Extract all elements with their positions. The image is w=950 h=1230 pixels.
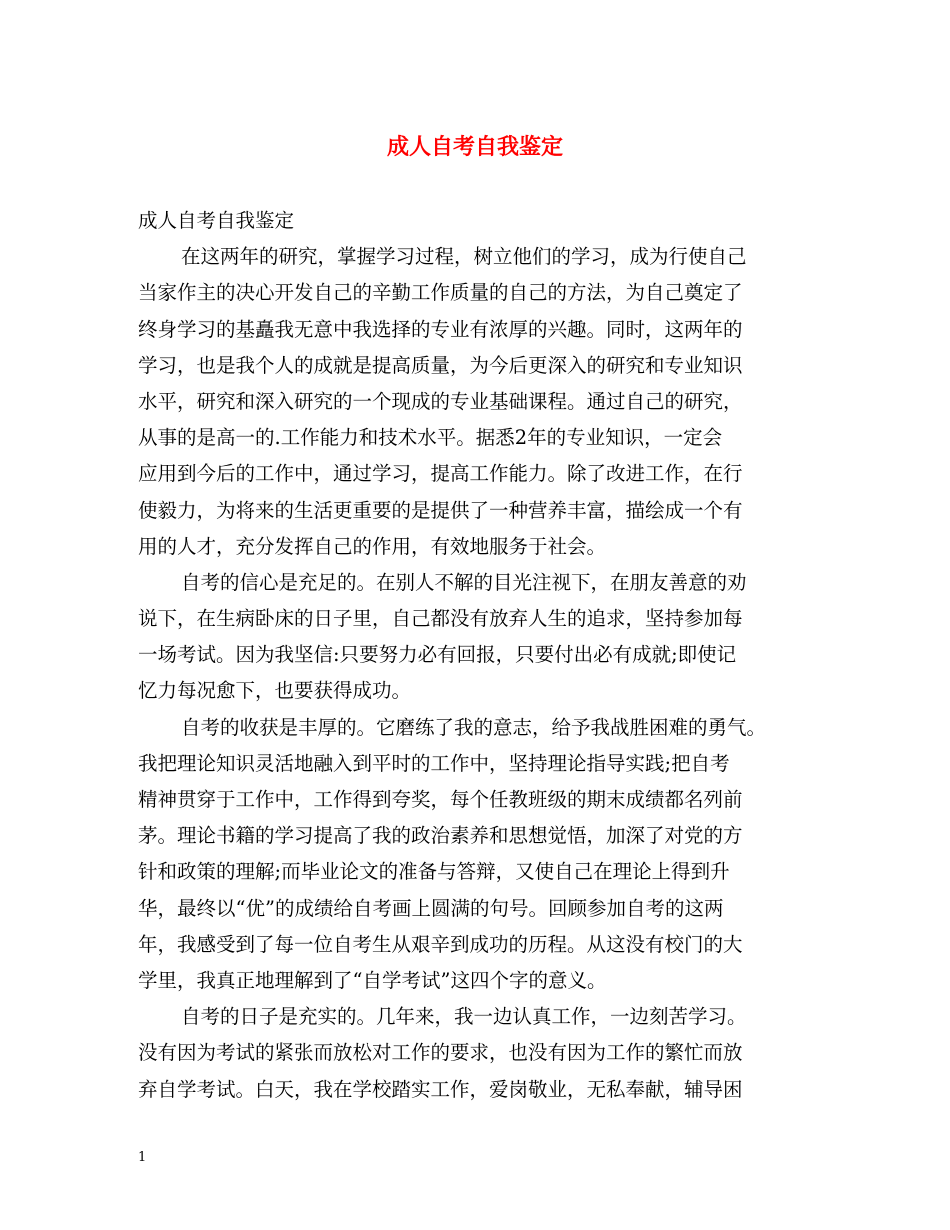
text-line: 用的人才，充分发挥自己的作用，有效地服务于社会。: [138, 534, 607, 558]
document-body: [138, 203, 818, 1108]
text-line: 在这两年的研究，掌握学习过程，树立他们的学习，成为行使自己: [181, 245, 747, 269]
text-line: 精神贯穿于工作中，工作得到夸奖，每个任教班级的期末成绩都名列前: [138, 788, 743, 811]
text-line: 没有因为考试的紧张而放松对工作的要求，也没有因为工作的繁忙而放: [138, 1041, 743, 1065]
text-line: 从事的是高一的.工作能力和技术水平。据悉2年的专业知识，一定会: [138, 426, 723, 450]
text-line: 华，最终以“优”的成绩给自考画上圆满的句号。回顾参加自考的这两: [138, 896, 724, 920]
text-line: 自考的信心是充足的。在别人不解的目光注视下，在朋友善意的劝: [181, 570, 747, 594]
text-line: 自考的日子是充实的。几年来，我一边认真工作，一边刻苦学习。: [181, 1005, 747, 1029]
text-line: 弃自学考试。白天，我在学校踏实工作，爱岗敬业，无私奉献，辅导困: [138, 1077, 743, 1101]
text-line: 茅。理论书籍的学习提高了我的政治素养和思想觉悟，加深了对党的方: [138, 824, 743, 848]
text-line: 终身学习的基矗我无意中我选择的专业有浓厚的兴趣。同时，这两年的: [138, 317, 743, 341]
text-line: 自考的收获是丰厚的。它磨练了我的意志，给予我战胜困难的勇气。: [181, 715, 767, 739]
text-line: 学里，我真正地理解到了“自学考试”这四个字的意义。: [138, 968, 607, 992]
text-line: 我把理论知识灵活地融入到平时的工作中，坚持理论指导实践;把自考: [138, 751, 730, 775]
page-number: 1: [138, 1150, 147, 1165]
text-line: 说下，在生病卧床的日子里，自己都没有放弃人生的追求，坚持参加每: [138, 607, 743, 631]
text-line: 应用到今后的工作中，通过学习，提高工作能力。除了改进工作，在行: [138, 462, 743, 486]
text-line: 一场考试。因为我坚信:只要努力必有回报，只要付出必有成就;即使记: [138, 643, 737, 667]
text-line: 当家作主的决心开发自己的辛勤工作质量的自己的方法，为自己奠定了: [138, 281, 743, 305]
text-line: 年，我感受到了每一位自考生从艰辛到成功的历程。从这没有校门的大: [138, 932, 743, 956]
text-line: 针和政策的理解;而毕业论文的准备与答辩，又使自己在理论上得到升: [138, 860, 730, 884]
text-line: 水平，研究和深入研究的一个现成的专业基础课程。通过自己的研究，: [138, 389, 743, 413]
text-line: 使毅力，为将来的生活更重要的是提供了一种营养丰富，描绘成一个有: [138, 498, 743, 522]
text-line: 学习，也是我个人的成就是提高质量，为今后更深入的研究和专业知识: [138, 353, 743, 377]
document-subtitle: 成人自考自我鉴定: [138, 209, 295, 232]
text-line: 忆力每况愈下，也要获得成功。: [138, 679, 412, 703]
document-title: 成人自考自我鉴定: [386, 134, 563, 160]
